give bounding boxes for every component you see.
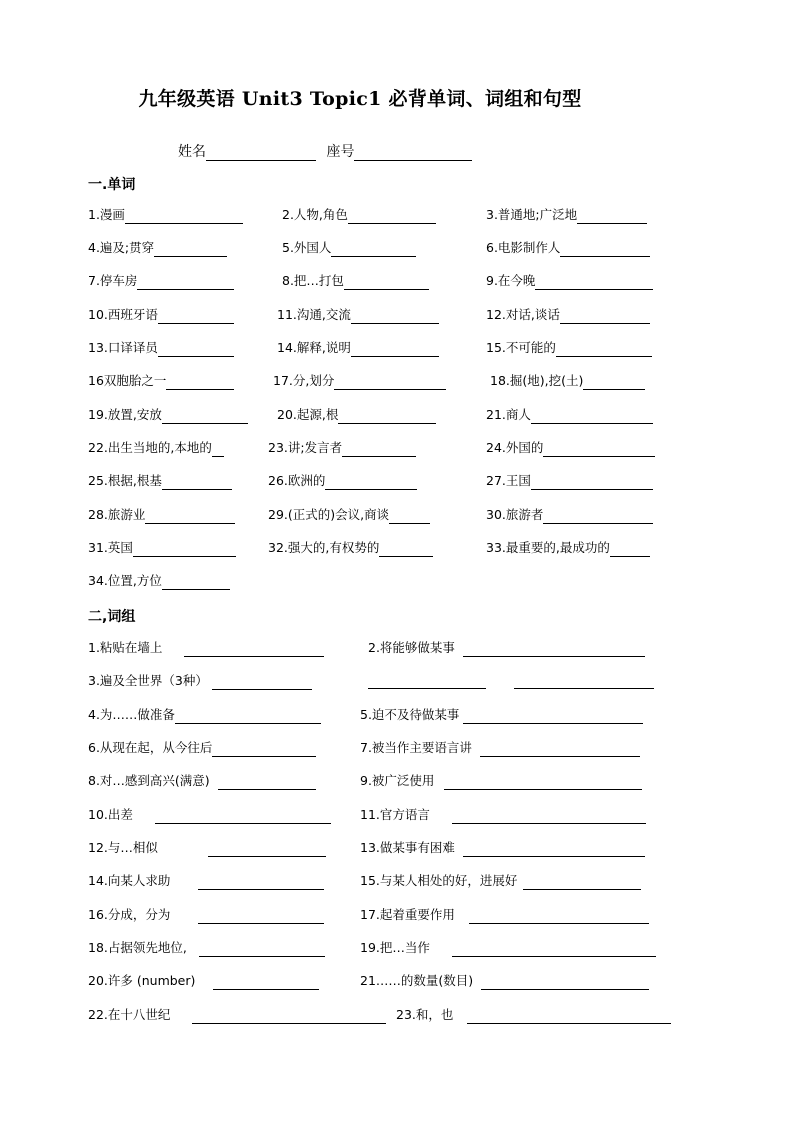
- answer-blank[interactable]: [158, 342, 234, 357]
- answer-blank[interactable]: [184, 642, 324, 657]
- phrase-item: 17.起着重要作用: [360, 906, 649, 924]
- answer-blank[interactable]: [198, 909, 324, 924]
- answer-blank[interactable]: [467, 1009, 671, 1024]
- answer-blank[interactable]: [481, 975, 649, 990]
- answer-blank[interactable]: [192, 1009, 386, 1024]
- word-item: 32.强大的,有权势的: [268, 539, 433, 557]
- word-item: 23.讲;发言者: [268, 439, 416, 457]
- name-field[interactable]: [206, 145, 316, 161]
- answer-blank[interactable]: [344, 275, 429, 290]
- answer-blank[interactable]: [556, 342, 652, 357]
- word-item: 13.口译译员: [88, 339, 234, 357]
- word-item: 20.起源,根: [277, 406, 436, 424]
- word-item: 9.在今晚: [486, 272, 653, 290]
- answer-blank[interactable]: [577, 209, 647, 224]
- word-item: 2.人物,角色: [282, 206, 436, 224]
- phrase-item: 3.遍及全世界（3种）: [88, 672, 312, 690]
- word-item: 11.沟通,交流: [277, 306, 439, 324]
- seat-label: 座号: [326, 144, 355, 160]
- answer-blank[interactable]: [560, 309, 650, 324]
- phrase-item: 8.对…感到高兴(满意): [88, 772, 316, 790]
- answer-blank[interactable]: [463, 709, 643, 724]
- phrase-item: 16.分成，分为: [88, 906, 324, 924]
- answer-blank[interactable]: [535, 275, 653, 290]
- answer-blank[interactable]: [133, 542, 236, 557]
- word-item: 16双胞胎之一: [88, 372, 234, 390]
- answer-blank[interactable]: [351, 309, 439, 324]
- answer-blank[interactable]: [212, 442, 224, 457]
- answer-blank[interactable]: [463, 642, 645, 657]
- answer-blank[interactable]: [175, 709, 321, 724]
- answer-blank[interactable]: [125, 209, 243, 224]
- section-words-heading: 一.单词: [88, 177, 136, 193]
- answer-blank[interactable]: [523, 875, 641, 890]
- answer-blank[interactable]: [531, 409, 653, 424]
- answer-blank[interactable]: [560, 242, 650, 257]
- answer-blank[interactable]: [166, 375, 234, 390]
- name-seat-row: [178, 141, 472, 161]
- word-item: 27.王国: [486, 472, 653, 490]
- word-item: 22.出生当地的,本地的: [88, 439, 224, 457]
- phrase-item: 23.和，也: [396, 1006, 671, 1024]
- answer-blank[interactable]: [338, 409, 436, 424]
- answer-blank[interactable]: [145, 509, 235, 524]
- phrase-item: 2.将能够做某事: [368, 639, 645, 657]
- answer-blank[interactable]: [198, 875, 324, 890]
- answer-blank[interactable]: [368, 674, 486, 689]
- word-item: 4.遍及;贯穿: [88, 239, 227, 257]
- answer-blank[interactable]: [452, 942, 656, 957]
- answer-blank[interactable]: [444, 775, 642, 790]
- phrase-item: 1.粘贴在墙上: [88, 639, 324, 657]
- section-phrases-heading: 二,词组: [88, 609, 136, 625]
- answer-blank[interactable]: [334, 375, 446, 390]
- phrase-item: 6.从现在起，从今往后: [88, 739, 316, 757]
- phrase-item: 13.做某事有困难: [360, 839, 645, 857]
- phrase-item: 12.与…相似: [88, 839, 326, 857]
- word-item: 21.商人: [486, 406, 653, 424]
- page-title: 九年级英语 Unit3 Topic1 必背单词、词组和句型: [138, 88, 582, 110]
- word-item: 28.旅游业: [88, 506, 235, 524]
- answer-blank[interactable]: [212, 675, 312, 690]
- answer-blank[interactable]: [325, 475, 417, 490]
- word-item: 30.旅游者: [486, 506, 653, 524]
- word-item: 26.欧洲的: [268, 472, 417, 490]
- answer-blank[interactable]: [469, 909, 649, 924]
- answer-blank[interactable]: [583, 375, 645, 390]
- word-item: 31.英国: [88, 539, 236, 557]
- answer-blank[interactable]: [348, 209, 436, 224]
- word-item: 8.把…打包: [282, 272, 429, 290]
- answer-blank[interactable]: [213, 975, 319, 990]
- word-item: 1.漫画: [88, 206, 243, 224]
- answer-blank[interactable]: [158, 309, 234, 324]
- answer-blank[interactable]: [162, 575, 230, 590]
- answer-blank[interactable]: [389, 509, 430, 524]
- phrase-item: 19.把…当作: [360, 939, 656, 957]
- word-item: 14.解释,说明: [277, 339, 439, 357]
- answer-blank[interactable]: [543, 442, 655, 457]
- phrase-item: 5.迫不及待做某事: [360, 706, 643, 724]
- answer-blank[interactable]: [514, 674, 654, 689]
- answer-blank[interactable]: [351, 342, 439, 357]
- word-item: 5.外国人: [282, 239, 416, 257]
- word-item: 17.分,划分: [273, 372, 446, 390]
- answer-blank[interactable]: [331, 242, 416, 257]
- answer-blank[interactable]: [212, 742, 316, 757]
- seat-field[interactable]: [354, 145, 472, 161]
- answer-blank[interactable]: [162, 409, 248, 424]
- word-item: 33.最重要的,最成功的: [486, 539, 650, 557]
- answer-blank[interactable]: [452, 809, 646, 824]
- word-item: 15.不可能的: [486, 339, 652, 357]
- answer-blank[interactable]: [342, 442, 416, 457]
- answer-blank[interactable]: [463, 842, 645, 857]
- answer-blank[interactable]: [155, 809, 331, 824]
- phrase-item: 15.与某人相处的好，进展好: [360, 872, 641, 890]
- name-label: 姓名: [178, 144, 206, 160]
- word-item: 12.对话,谈话: [486, 306, 650, 324]
- answer-blank[interactable]: [208, 842, 326, 857]
- phrase-item: 11.官方语言: [360, 806, 646, 824]
- word-item: 7.停车房: [88, 272, 234, 290]
- phrase-item: 18.占据领先地位,: [88, 939, 325, 957]
- word-item: 6.电影制作人: [486, 239, 650, 257]
- answer-blank[interactable]: [154, 242, 227, 257]
- word-item: 10.西班牙语: [88, 306, 234, 324]
- word-item: 34.位置,方位: [88, 572, 230, 590]
- answer-blank[interactable]: [480, 742, 640, 757]
- phrase-item: 9.被广泛使用: [360, 772, 642, 790]
- word-item: 29.(正式的)会议,商谈: [268, 506, 430, 524]
- answer-blank[interactable]: [531, 475, 653, 490]
- word-item: 25.根据,根基: [88, 472, 232, 490]
- phrase-item: 4.为……做准备: [88, 706, 321, 724]
- answer-blank[interactable]: [379, 542, 433, 557]
- phrase-item: 20.许多 (number): [88, 972, 319, 990]
- phrase-item: 21……的数量(数目): [360, 972, 649, 990]
- answer-blank[interactable]: [162, 475, 232, 490]
- phrase-item: 10.出差: [88, 806, 331, 824]
- word-item: 3.普通地;广泛地: [486, 206, 647, 224]
- word-item: 18.掘(地),挖(土): [490, 372, 645, 390]
- answer-blank[interactable]: [218, 775, 316, 790]
- word-item: 24.外国的: [486, 439, 655, 457]
- answer-blank[interactable]: [543, 509, 653, 524]
- phrase-item: 22.在十八世纪: [88, 1006, 386, 1024]
- answer-blank[interactable]: [199, 942, 325, 957]
- answer-blank[interactable]: [610, 542, 650, 557]
- answer-blank[interactable]: [137, 275, 234, 290]
- phrase-item: 7.被当作主要语言讲: [360, 739, 640, 757]
- word-item: 19.放置,安放: [88, 406, 248, 424]
- phrase-item: 14.向某人求助: [88, 872, 324, 890]
